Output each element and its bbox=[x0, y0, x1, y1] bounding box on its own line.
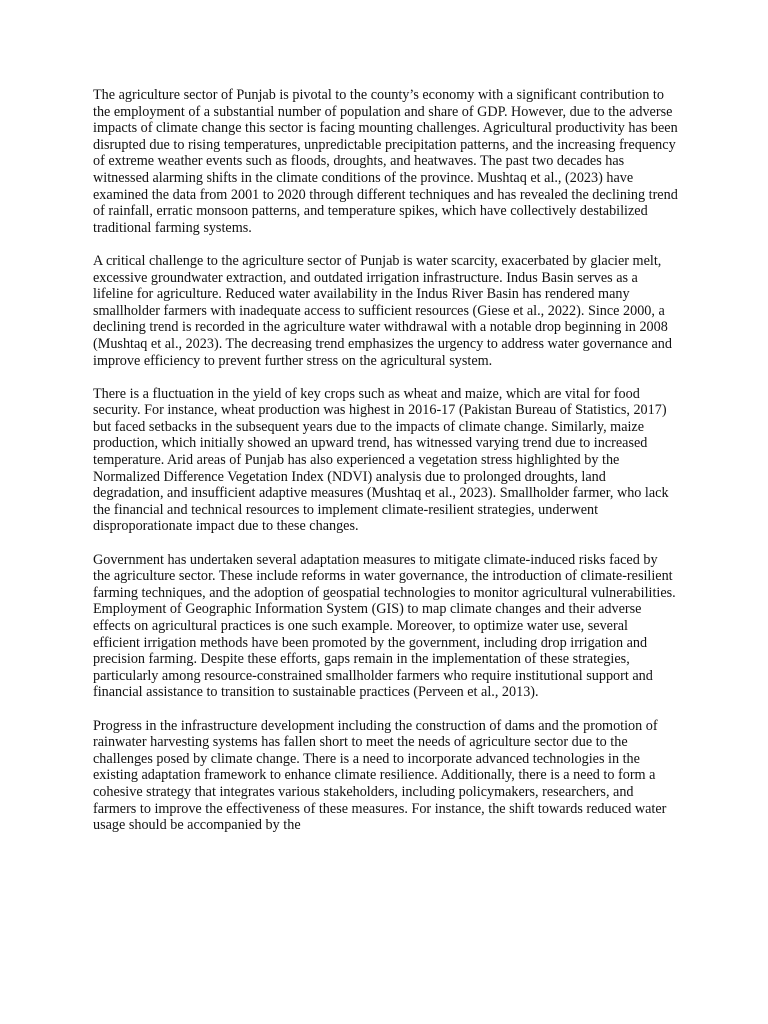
paragraph-adaptation-measures: Government has undertaken several adaptation measures to mitigate climate-induced risks faced by the agriculture sector. These include reforms in water governance, the introduction of climate-resilient farming techniques, and the adoption of geospatial technologies to monitor agricultural vulnerabilities. Employment of Geographic Information System (GIS) to map climate changes and their adverse effects on agricultural practices is one such example. Moreover, to optimize water use, several efficient irrigation methods have been promoted by the government, including drop irrigation and precision farming. Despite these efforts, gaps remain in the implementation of these strategies, particularly among resource-constrained smallholder farmers who require institutional support and financial assistance to transition to sustainable practices (Perveen et al., 2013). bbox=[93, 551, 676, 701]
paragraph-climate-impacts: The agriculture sector of Punjab is pivotal to the county’s economy with a significant contribution to the employment of a substantial number of population and share of GDP. However, due to the adverse impacts of climate change this sector is facing mounting challenges. Agricultural productivity has been disrupted due to rising temperatures, unpredictable precipitation patterns, and the increasing frequency of extreme weather events such as floods, droughts, and heatwaves. The past two decades has witnessed alarming shifts in the climate conditions of the province. Mushtaq et al., (2023) have examined the data from 2001 to 2020 through different techniques and has revealed the declining trend of rainfall, erratic monsoon patterns, and temperature spikes, which have collectively destabilized traditional farming systems. bbox=[93, 87, 678, 236]
paragraph-water-scarcity: A critical challenge to the agriculture sector of Punjab is water scarcity, exacerbated by glacier melt, excessive groundwater extraction, and outdated irrigation infrastructure. Indus Basin serves as a lifeline for agriculture. Reduced water availability in the Indus River Basin has rendered many smallholder farmers with inadequate access to sufficient resources (Giese et al., 2022). Since 2000, a declining trend is recorded in the agriculture water withdrawal with a notable drop beginning in 2008 (Mushtaq et al., 2023). The decreasing trend emphasizes the urgency to address water governance and improve efficiency to prevent further stress on the agricultural system. bbox=[93, 252, 672, 369]
paragraph-crop-yield: There is a fluctuation in the yield of key crops such as wheat and maize, which are vital for food security. For instance, wheat production was highest in 2016-17 (Pakistan Bureau of Statistics, 2017) but faced setbacks in the subsequent years due to the impacts of climate change. Similarly, maize production, which initially showed an upward trend, has witnessed varying trend due to increased temperature. Arid areas of Punjab has also experienced a vegetation stress highlighted by the Normalized Difference Vegetation Index (NDVI) analysis due to prolonged droughts, land degradation, and insufficient adaptive measures (Mushtaq et al., 2023). Smallholder farmer, who lack the financial and technical resources to implement climate-resilient strategies, underwent disproporationate impact due to these changes. bbox=[93, 385, 669, 535]
paragraph-infrastructure: Progress in the infrastructure development including the construction of dams and the promotion of rainwater harvesting systems has fallen short to meet the needs of agriculture sector due to the challenges posed by climate change. There is a need to incorporate advanced technologies in the existing adaptation framework to enhance climate resilience. Additionally, there is a need to form a cohesive strategy that integrates various stakeholders, including policymakers, researchers, and farmers to improve the effectiveness of these measures. For instance, the shift towards reduced water usage should be accompanied by the bbox=[93, 717, 667, 834]
document-page bbox=[93, 87, 678, 850]
